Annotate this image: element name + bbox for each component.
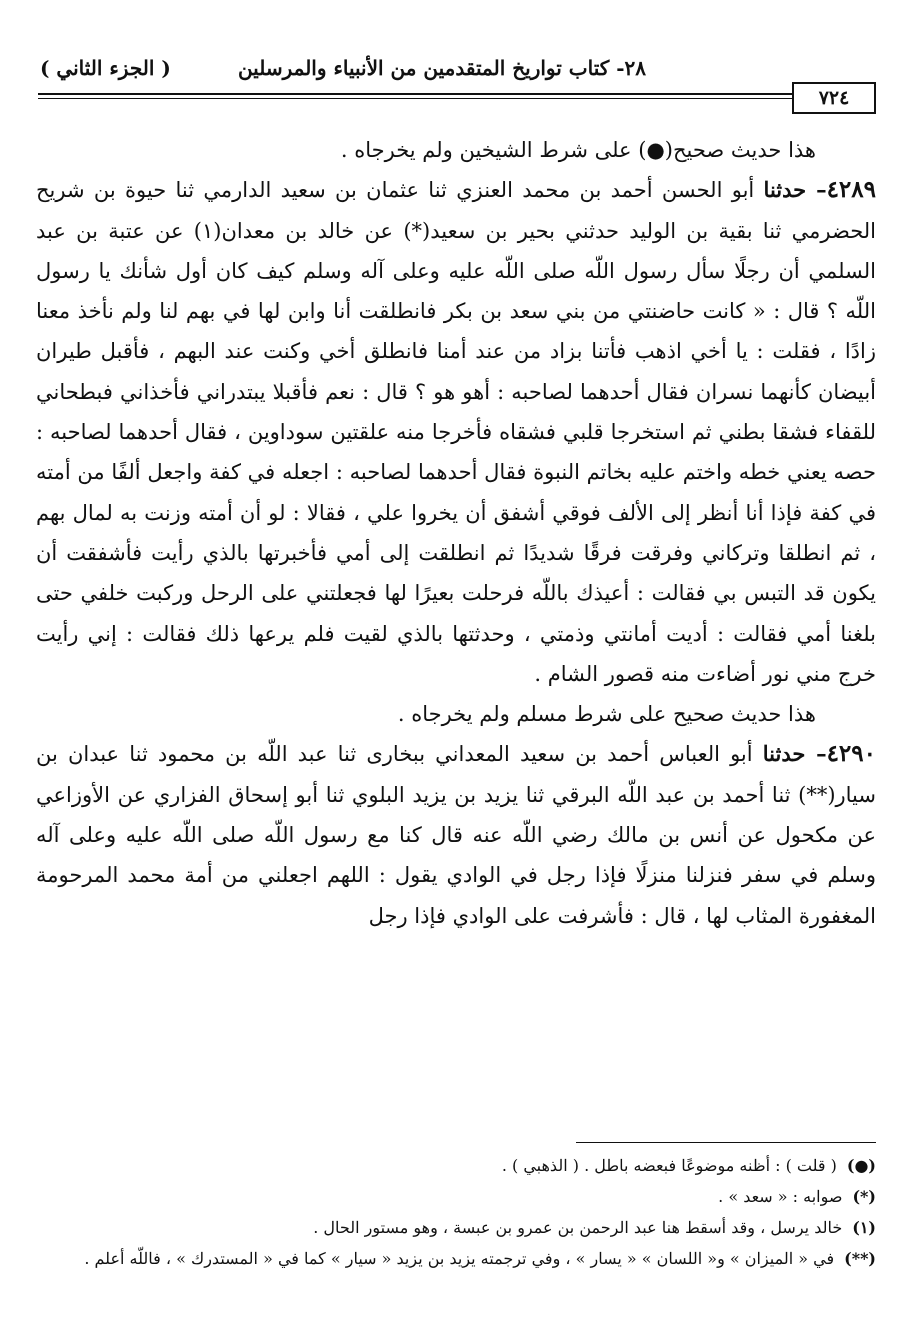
paragraph: هذا حديث صحيح على شرط مسلم ولم يخرجاه . [397,702,816,727]
footnote-text: صوابه : « سعد » . [718,1187,843,1206]
footnote [36,1243,876,1274]
footnote-rule [576,1142,876,1143]
footnote [36,1150,876,1181]
volume-label: ( الجزء الثاني ) [40,56,171,80]
running-header [38,54,876,92]
hadith-entry [36,170,876,694]
hadith-text: أبو العباس أحمد بن سعيد المعداني ببخارى ثنا عبد اللّه بن محمود ثنا عبدان بن سيار(**) ثنا أحمد بن عبد اللّه البرقي ثنا يزيد بن يزيد البلوي ثنا أبو إسحاق الفزاري عن الأوزاعي عن مكحول عن أنس بن مالك رضي اللّه عنه قال كنا مع رسول اللّه صلى اللّه عليه وعلى آله وسلم في سفر فنزلنا منزلًا فإذا رجل في الوادي يقول : اللهم اجعلني من أمة محمد المرحومة المغفورة المثاب لها ، قال : فأشرفت على الوادي فإذا رجل [36,742,876,928]
hadith-keyword: – حدثنا [763,177,827,203]
hadith-text: أبو الحسن أحمد بن محمد العنزي ثنا عثمان بن سعيد الدارمي ثنا حيوة بن شريح الحضرمي ثنا بقية بن الوليد حدثني بحير بن سعيد(*) عن خالد بن معدان(١) عن عتبة بن عبد السلمي أن رجلًا سأل رسول اللّه صلى اللّه عليه وعلى آله وسلم كيف كان أول شأنك يا رسول اللّه ؟ قال : « كانت حاضنتي من بني سعد بن بكر فانطلقت أنا وابن لها في بهم لنا ولم نأخذ معنا زادًا ، فقلت : يا أخي اذهب فأتنا بزاد من عند أمنا فانطلق أخي وكنت عند البهم ، فأقبل طيران أبيضان كأنهما نسران فقال أحدهما لصاحبه : أهو هو ؟ قال : نعم فأقبلا يبتدراني فأخذاني فبطحاني للقفاء فشقا بطني ثم استخرجا قلبي فشقاه فأخرجا منه علقتين سوداوين ، فقال أحدهما لصاحبه : حصه يعني خطه واختم عليه بخاتم النبوة فقال أحدهما لصاحبه : اجعله في كفة واجعل ألفًا من أمته في كفة فإذا أنا أنظر إلى الألف فوقي أشفق أن يخروا علي ، فقالا : لو أن أمته وزنت به لمال بهم ، ثم انطلقا وتركاني وفرقت فرقًا شديدًا ثم انطلقت إلى أمي فأخبرتها بالذي رأيت فأشفقت أن يكون قد التبس بي فقالت : أعيذك باللّه فرحلت بعيرًا لها فجعلتني على الرحل وركبت خلفي حتى بلغنا أمي فقالت : أديت أمانتي وذمتي ، وحدثتها بالذي لقيت فلم يرعها ذلك فقالت : إني رأيت خرج مني نور أضاءت منه قصور الشام . [36,178,876,686]
hadith-number: ٤٢٨٩ [826,176,876,204]
hadith-number: ٤٢٩٠ [826,740,876,768]
main-text [36,130,876,936]
footnote-text: ( قلت ) : أظنه موضوعًا فبعضه باطل . ( الذهبي ) . [501,1156,837,1175]
page-number: ٧٢٤ [792,82,876,114]
footnote-text: في « الميزان » و« اللسان » « يسار » ، وفي ترجمته يزيد بن يزيد « سيار » كما في « المستدرك » ، فاللّه أعلم . [84,1249,835,1268]
footnote [36,1212,876,1243]
footnote-mark: (١) [852,1218,876,1237]
header-rule [38,93,876,95]
hadith-keyword: – حدثنا [762,741,827,767]
header-rule-thin [38,98,796,99]
footnote-mark: (**) [844,1249,876,1268]
footnotes [36,1150,876,1274]
footnote [36,1181,876,1212]
footnote-mark: (*) [852,1187,876,1206]
chapter-title: ٢٨- كتاب تواريخ المتقدمين من الأنبياء والمرسلين [237,56,646,80]
paragraph: هذا حديث صحيح(●) على شرط الشيخين ولم يخرجاه . [340,138,816,162]
hadith-entry [36,734,876,935]
footnote-text: خالد يرسل ، وقد أسقط هنا عبد الرحمن بن عمرو بن عبسة ، وهو مستور الحال . [313,1218,843,1237]
footnote-mark: (●) [846,1156,876,1175]
